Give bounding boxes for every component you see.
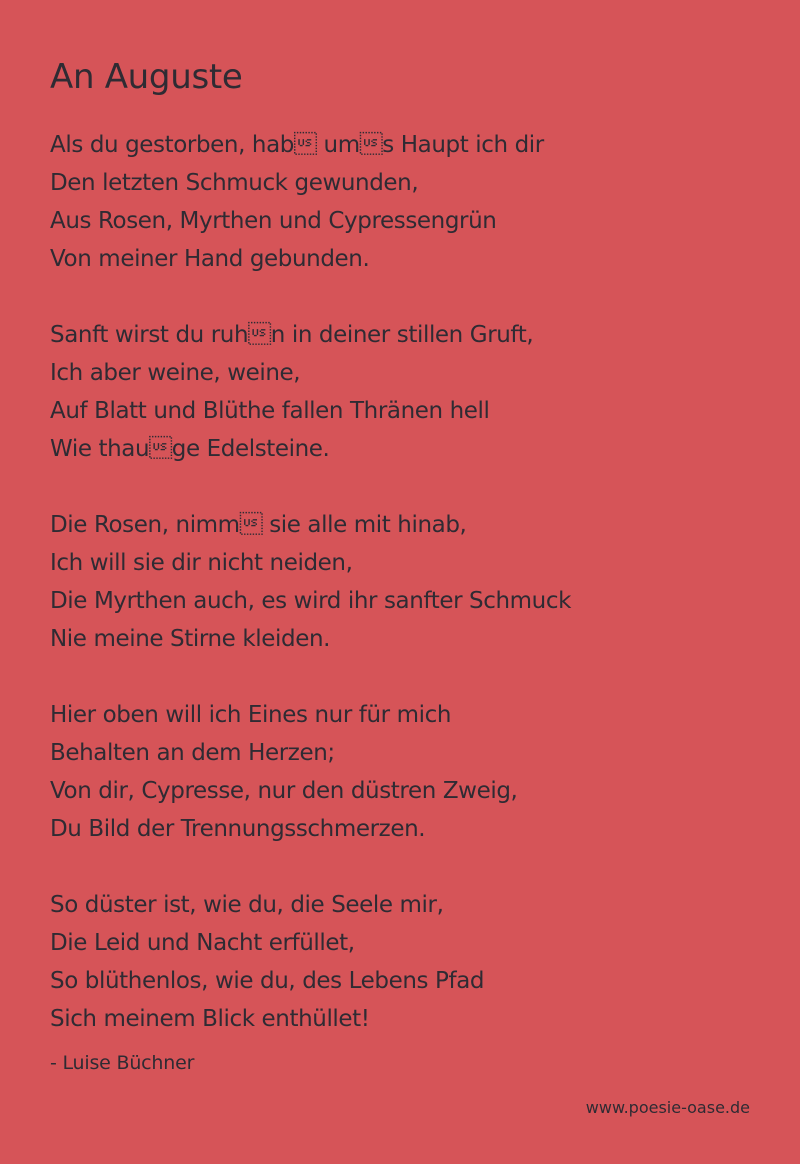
poem-line: Als du gestorben, hab um s Haupt ich dir [50,132,544,158]
poem-title: An Auguste [50,57,243,97]
poem-line: Von meiner Hand gebunden. [50,246,370,272]
poem-line: Den letzten Schmuck gewunden, [50,170,419,196]
stanza-3 [50,506,770,658]
poem-line: Nie meine Stirne kleiden. [50,626,331,652]
poem-line: Sanft wirst du ruh n in deiner stillen Gruft, [50,322,534,348]
poem-line: Du Bild der Trennungsschmerzen. [50,816,426,842]
poem-author: - Luise Büchner [50,1052,195,1074]
poem-line: Ich will sie dir nicht neiden, [50,550,353,576]
poem-line: Aus Rosen, Myrthen und Cypressengrün [50,208,497,234]
poem-line: Von dir, Cypresse, nur den düstren Zweig, [50,778,518,804]
poem-line: Wie thau ge Edelsteine. [50,436,330,462]
poem-line: Sich meinem Blick enthüllet! [50,1006,370,1032]
poem-line: Die Leid und Nacht erfüllet, [50,930,355,956]
poem-line: Behalten an dem Herzen; [50,740,335,766]
poem-body [50,126,770,1076]
website-url: www.poesie-oase.de [585,1098,750,1117]
poem-line: So blüthenlos, wie du, des Lebens Pfad [50,968,485,994]
stanza-1 [50,126,770,278]
poem-line: Auf Blatt und Blüthe fallen Thränen hell [50,398,490,424]
poem-line: Die Myrthen auch, es wird ihr sanfter Schmuck [50,588,572,614]
stanza-4 [50,696,770,848]
poem-line: So düster ist, wie du, die Seele mir, [50,892,444,918]
poem-line: Die Rosen, nimm sie alle mit hinab, [50,512,467,538]
poem-line: Hier oben will ich Eines nur für mich [50,702,452,728]
stanza-5 [50,886,770,1038]
poem-line: Ich aber weine, weine, [50,360,301,386]
stanza-2 [50,316,770,468]
